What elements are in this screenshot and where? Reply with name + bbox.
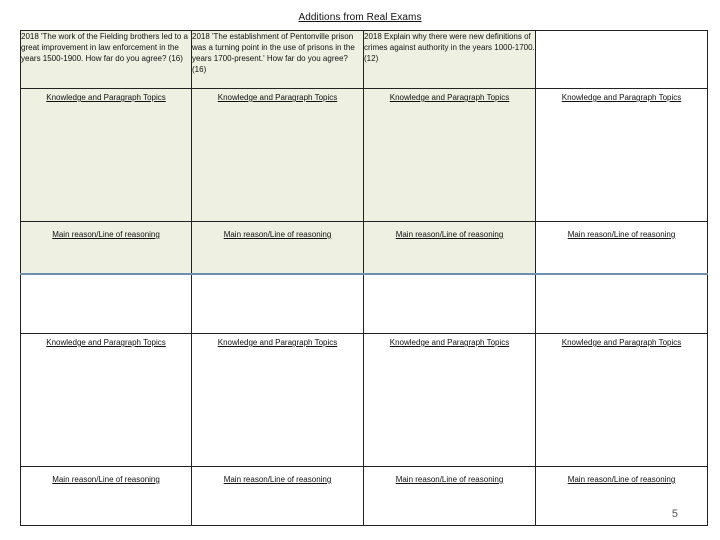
reasoning-cell-2-4[interactable] (536, 467, 708, 526)
blank-cell-4[interactable] (536, 274, 708, 334)
reasoning-row-1 (21, 222, 708, 274)
knowledge-label: Knowledge and Paragraph Topics (389, 93, 510, 102)
reasoning-label: Main reason/Line of reasoning (395, 475, 504, 484)
knowledge-label: Knowledge and Paragraph Topics (389, 338, 510, 347)
knowledge-cell-1-1[interactable] (21, 89, 192, 222)
reasoning-cell-1-1[interactable] (21, 222, 192, 274)
reasoning-row-2 (21, 467, 708, 526)
reasoning-label: Main reason/Line of reasoning (223, 230, 332, 239)
question-cell-4 (536, 31, 708, 89)
knowledge-cell-2-2[interactable] (192, 334, 364, 467)
knowledge-label: Knowledge and Paragraph Topics (46, 93, 166, 102)
reasoning-cell-1-3[interactable] (364, 222, 536, 274)
question-row (21, 31, 708, 89)
question-cell-2 (192, 31, 364, 89)
knowledge-cell-2-4[interactable] (536, 334, 708, 467)
reasoning-cell-1-4[interactable] (536, 222, 708, 274)
question-cell-3 (364, 31, 536, 89)
knowledge-cell-2-3[interactable] (364, 334, 536, 467)
reasoning-label: Main reason/Line of reasoning (223, 475, 332, 484)
blank-cell-2[interactable] (192, 274, 364, 334)
knowledge-cell-1-3[interactable] (364, 89, 536, 222)
knowledge-cell-1-4[interactable] (536, 89, 708, 222)
exam-planning-grid (20, 30, 708, 526)
page-title: Additions from Real Exams (298, 12, 422, 23)
reasoning-cell-2-2[interactable] (192, 467, 364, 526)
blank-row (21, 274, 708, 334)
question-text-2: 2018 'The establishment of Pentonville prison was a turning point in the use of prisons in the years 1700-present.' How far do you agree? (16) (192, 32, 355, 74)
reasoning-label: Main reason/Line of reasoning (567, 475, 676, 484)
knowledge-label: Knowledge and Paragraph Topics (561, 93, 682, 102)
knowledge-cell-1-2[interactable] (192, 89, 364, 222)
reasoning-cell-2-3[interactable] (364, 467, 536, 526)
knowledge-cell-2-1[interactable] (21, 334, 192, 467)
reasoning-cell-2-1[interactable] (21, 467, 192, 526)
knowledge-label: Knowledge and Paragraph Topics (217, 93, 338, 102)
reasoning-label: Main reason/Line of reasoning (52, 475, 160, 484)
blank-cell-3[interactable] (364, 274, 536, 334)
blank-cell-1[interactable] (21, 274, 192, 334)
knowledge-label: Knowledge and Paragraph Topics (217, 338, 338, 347)
reasoning-label: Main reason/Line of reasoning (52, 230, 160, 239)
knowledge-row-1 (21, 89, 708, 222)
knowledge-label: Knowledge and Paragraph Topics (46, 338, 166, 347)
question-text-3: 2018 Explain why there were new definitions of crimes against authority in the years 1000-1700. (12) (364, 32, 535, 63)
knowledge-row-2 (21, 334, 708, 467)
reasoning-label: Main reason/Line of reasoning (395, 230, 504, 239)
question-cell-1 (21, 31, 192, 89)
knowledge-label: Knowledge and Paragraph Topics (561, 338, 682, 347)
page-number: 5 (671, 508, 678, 520)
reasoning-label: Main reason/Line of reasoning (567, 230, 676, 239)
question-text-1: 2018 'The work of the Fielding brothers led to a great improvement in law enforcement in the years 1500-1900. How far do you agree? (16) (21, 32, 188, 63)
reasoning-cell-1-2[interactable] (192, 222, 364, 274)
